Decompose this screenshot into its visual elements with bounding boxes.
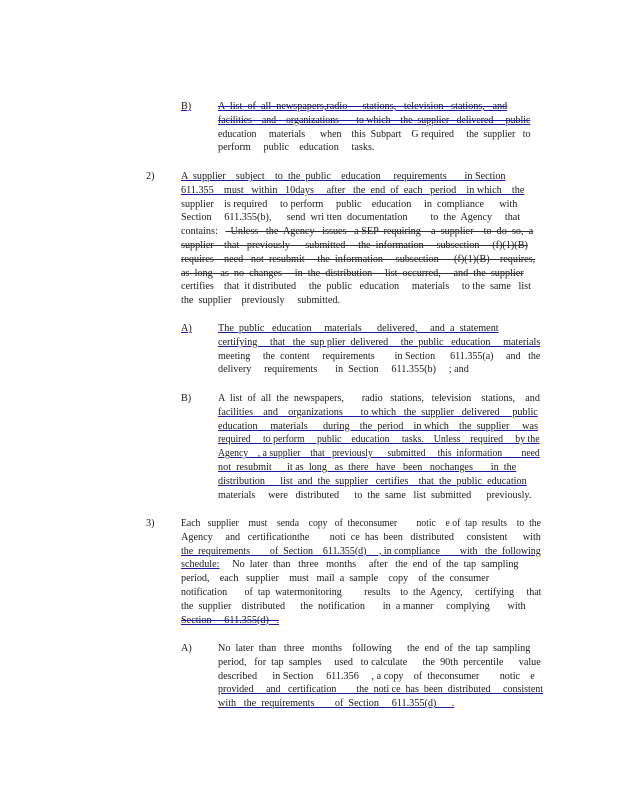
list-marker: 3): [146, 518, 155, 529]
text-line: [181, 170, 506, 183]
text-run: supplier is required to perform public education in compliance with: [181, 198, 518, 210]
list-marker: A): [181, 323, 192, 334]
text-run: described in Section 611.356 , a copy of theconsumer notic e: [218, 670, 535, 682]
text-line: [218, 322, 499, 335]
text-line: [181, 600, 526, 613]
text-line: [218, 420, 538, 433]
text-run: A list of all newspapers,radio stations, television stations, and: [218, 101, 508, 112]
list-marker: B): [181, 393, 192, 404]
text-line: [218, 100, 507, 113]
text-line: [181, 531, 541, 544]
text-run: period, for tap samples used to calculate the 90th percentile value: [218, 656, 541, 668]
text-run: the requirements of Section 611.355(d) , in compliance with the following: [181, 545, 541, 557]
text-line: [218, 489, 531, 502]
text-line: [218, 406, 538, 419]
text-run: notification of tap watermonitoring results to the Agency, certifying that: [181, 587, 542, 598]
text-line: [218, 392, 540, 405]
text-run: as long as no changes in the distribution list occurred, and the supplier: [181, 267, 524, 279]
text-line: [218, 363, 469, 376]
text-run: period, each supplier must mail a sample copy of the consumer: [181, 573, 490, 585]
text-run: contains:: [181, 226, 226, 238]
text-line: [181, 211, 520, 224]
text-run: A list of all the newspapers, radio stations, television stations, and: [218, 393, 540, 404]
text-run: Agency and certificationthe noti ce has been distributed consistent with: [181, 531, 541, 543]
text-run: materials were distributed to the same list submitted previously.: [218, 489, 532, 501]
text-run: meeting the content requirements in Section 611.355(a) and the: [218, 350, 541, 362]
text-run: required to perform public education tasks. Unless required by the: [218, 434, 540, 446]
text-run: facilities and organizations to which the supplier delivered public: [218, 406, 538, 418]
text-line: [181, 280, 531, 293]
text-line: [181, 239, 528, 252]
text-line: [218, 447, 540, 460]
text-line: [181, 586, 541, 599]
text-run: requires need not resubmit the information subsection (f)(1)(B) requires,: [181, 253, 536, 265]
text-line: [218, 697, 454, 710]
text-run: Agency , a supplier that previously submitted this information need: [218, 448, 540, 460]
text-line: [218, 350, 540, 363]
text-run: facilities and organizations to which the supplier delivered public: [218, 114, 531, 126]
list-marker: 2): [146, 171, 155, 182]
text-line: [181, 558, 519, 571]
text-run: perform public education tasks.: [218, 142, 375, 154]
text-line: [181, 294, 340, 307]
text-line: [218, 683, 543, 696]
text-line: [218, 141, 374, 154]
text-line: [181, 517, 541, 530]
text-run: education materials when this Subpart G required the supplier to: [218, 128, 531, 140]
text-line: [218, 433, 540, 446]
text-run: Each supplier must senda copy of theconsumer notic e of tap results to the: [181, 518, 541, 529]
text-run: supplier that previously submitted the information subsection (f)(1)(B): [181, 240, 528, 251]
text-line: [218, 336, 540, 349]
list-marker: B): [181, 101, 192, 112]
text-line: [181, 614, 279, 627]
text-run: education materials during the period in which the supplier was: [218, 420, 538, 432]
text-run: The public education materials delivered, and a statement: [218, 323, 499, 334]
text-line: [218, 114, 530, 127]
list-marker: A): [181, 643, 192, 654]
text-line: [181, 545, 541, 558]
text-run: distribution list and the supplier certifies that the public education: [218, 475, 527, 487]
text-run: the supplier previously submitted.: [181, 295, 341, 307]
text-run: No later than three months after the end of the tap sampling: [219, 559, 519, 571]
text-line: [181, 253, 535, 266]
text-line: [181, 572, 489, 585]
text-run: 611.355 must within 10days after the end of each period in which the: [181, 184, 525, 196]
text-line: [181, 184, 524, 197]
text-run: with the requirements of Section 611.355(d) .: [218, 698, 455, 710]
text-line: [218, 642, 530, 655]
text-line: [181, 225, 533, 238]
text-run: provided and certification the noti ce has been distributed consistent: [218, 684, 544, 696]
text-line: [218, 670, 535, 683]
text-line: [181, 267, 524, 280]
text-line: [218, 461, 516, 474]
text-line: [218, 475, 527, 488]
text-run: certifies that it distributed the public education materials to the same list: [181, 281, 531, 293]
text-line: [218, 656, 541, 669]
text-run: the supplier distributed the notification in a manner complying with: [181, 600, 526, 612]
text-run: Section 611.355(d) .: [181, 614, 280, 626]
text-line: [181, 198, 517, 211]
text-run: not resubmit it as long as there have been nochanges in the: [218, 462, 517, 473]
text-run: delivery requirements in Section 611.355(b) ; and: [218, 364, 469, 376]
text-run: certifying that the sup plier delivered the public education materials: [218, 336, 541, 348]
text-run: A supplier subject to the public education requirements in Section: [181, 171, 506, 182]
text-run: Unless the Agency issues a SEP requiring a supplier to do so, a: [225, 226, 534, 238]
text-line: [218, 128, 530, 141]
text-run: No later than three months following the end of the tap sampling: [218, 643, 531, 654]
text-run: schedule:: [181, 559, 220, 571]
text-run: Section 611.355(b), send wri tten documentation to the Agency that: [181, 212, 521, 224]
